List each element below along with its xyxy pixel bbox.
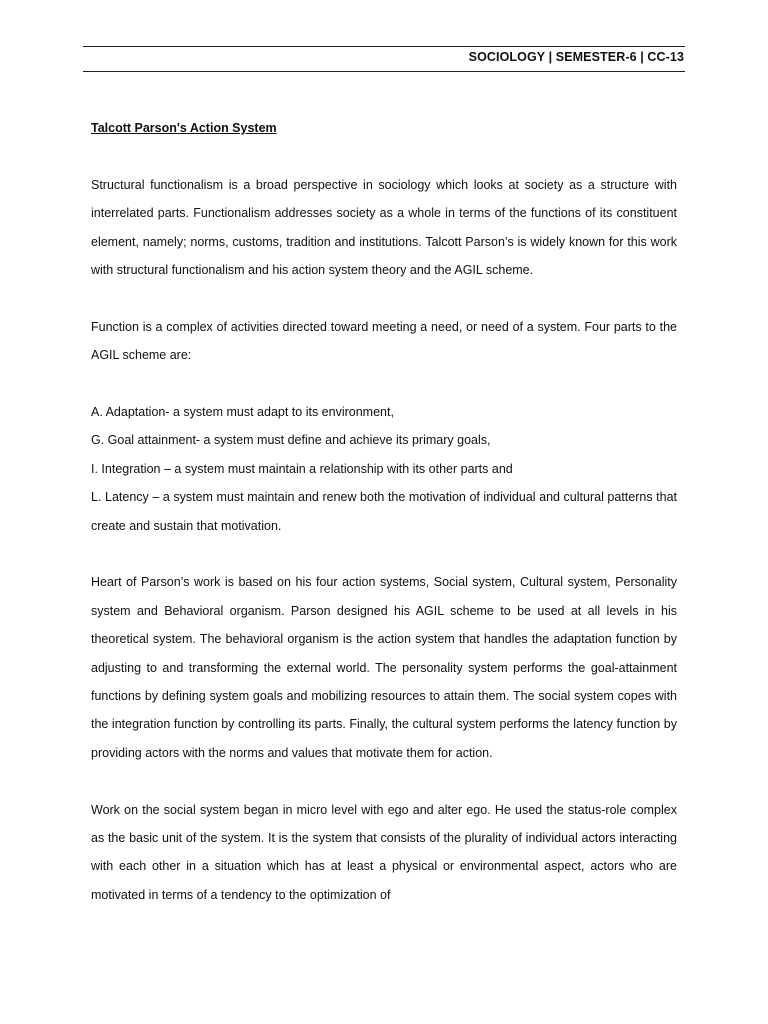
agil-list <box>91 398 677 540</box>
running-header: SOCIOLOGY | SEMESTER-6 | CC-13 <box>468 50 684 64</box>
agil-item-latency: L. Latency – a system must maintain and renew both the motivation of individual and cultural patterns that create and sustain that motivation. <box>91 490 677 533</box>
paragraph-function-definition: Function is a complex of activities directed toward meeting a need, or need of a system. Four parts to the AGIL scheme are: <box>91 319 677 363</box>
paragraph-social-system: Work on the social system began in micro level with ego and alter ego. He used the status-role complex as the basic unit of the system. It is the system that consists of the plurality of individual actors interacting with each other in a situation which has at least a physical or environmental aspect, actors who are motivated in terms of a tendency to the optimization of <box>91 802 677 902</box>
document-title: Talcott Parson's Action System <box>91 121 277 135</box>
header-top-rule <box>83 46 685 47</box>
agil-item-goal-attainment: G. Goal attainment- a system must define and achieve its primary goals, <box>91 433 491 448</box>
document-body <box>91 114 677 909</box>
agil-item-integration: I. Integration – a system must maintain a relationship with its other parts and <box>91 461 513 476</box>
paragraph-structural-functionalism: Structural functionalism is a broad perspective in sociology which looks at society as a structure with interrelated parts. Functionalism addresses society as a whole in terms of the functions of its constituent element, namely; norms, customs, tradition and institutions. Talcott Parson’s is widely known for this work with structural functionalism and his action system theory and the AGIL scheme. <box>91 177 677 278</box>
paragraph-four-action-systems: Heart of Parson’s work is based on his four action systems, Social system, Cultural system, Personality system and Behavioral organism. Parson designed his AGIL scheme to be used at all levels in his theoretical system. The behavioral organism is the action system that handles the adaptation function by adjusting to and transforming the external world. The personality system performs the goal-attainment functions by defining system goals and mobilizing resources to attain them. The social system copes with the integration function by controlling its parts. Finally, the cultural system performs the latency function by providing actors with the norms and values that motivate them for action. <box>91 575 677 760</box>
agil-item-adaptation: A. Adaptation- a system must adapt to its environment, <box>91 405 394 420</box>
header-bottom-rule <box>83 71 685 72</box>
